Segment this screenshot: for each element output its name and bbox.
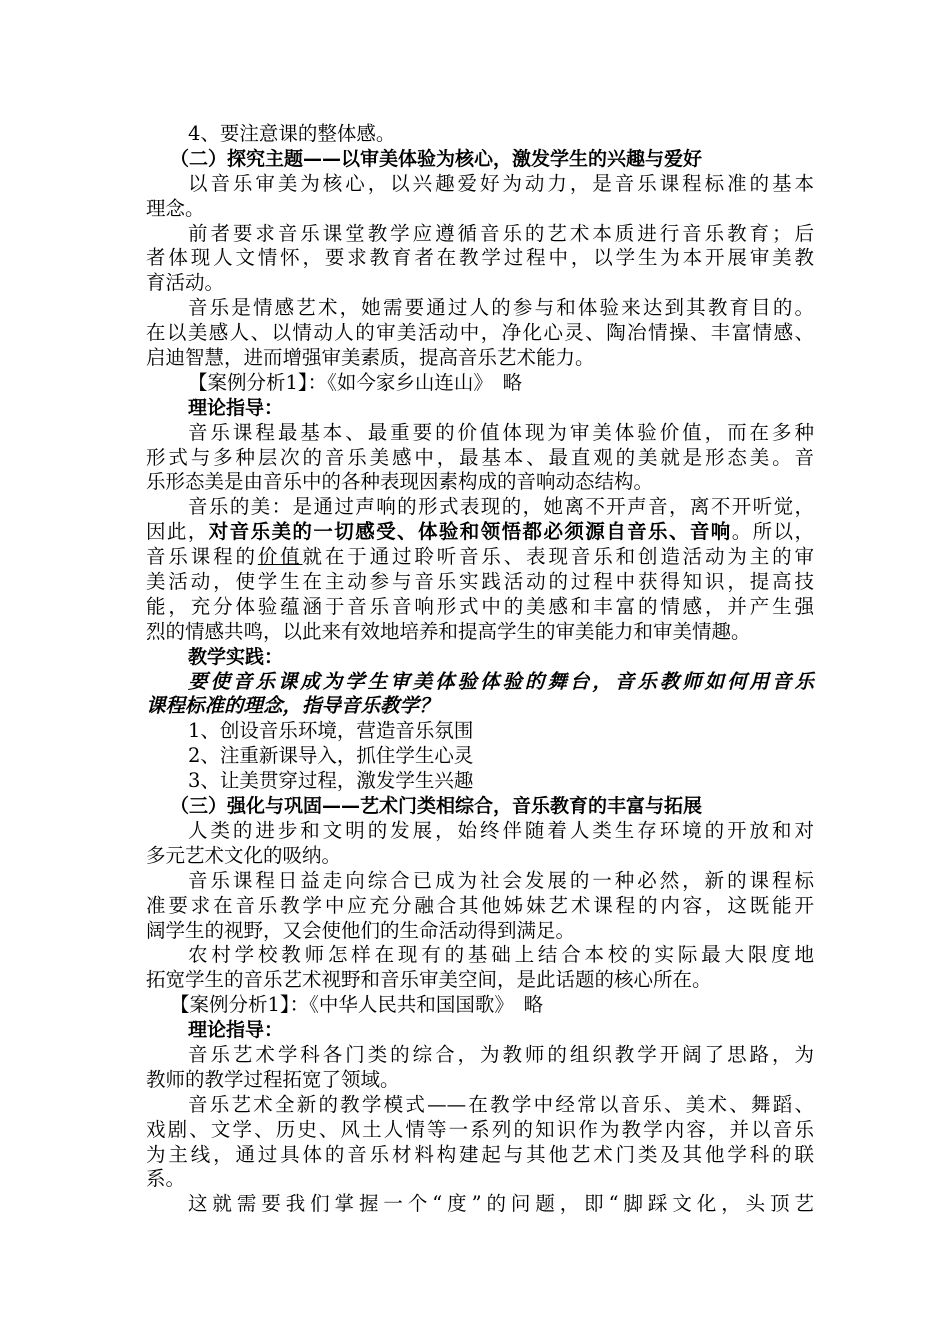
- subheading-theory: 理论指导：: [188, 396, 284, 419]
- paragraph-line: 农村学校教师怎样在现有的基础上结合本校的实际最大限度地: [188, 943, 814, 967]
- paragraph-line: 音乐是情感艺术，她需要通过人的参与和体验来达到其教育目的。: [188, 296, 814, 320]
- paragraph-line: 音乐课程日益走向综合已成为社会发展的一种必然，新的课程标: [188, 868, 814, 892]
- question-line: 要使音乐课成为学生审美体验体验的舞台，音乐教师如何用音乐: [188, 669, 814, 693]
- case-analysis-line: 【案例分析1】：《如今家乡山连山》 略: [188, 370, 523, 394]
- paragraph-line: 音乐艺术全新的教学模式——在教学中经常以音乐、美术、舞蹈、: [188, 1092, 814, 1116]
- underlined-text: 价值: [257, 545, 303, 569]
- paragraph-line: 音乐的美：是通过声响的形式表现的，她离不开声音，离不开听觉，: [188, 495, 814, 519]
- paragraph-line: 阔学生的视野，又会使他们的生命活动得到满足。: [146, 918, 576, 942]
- text-run: 因此，: [146, 520, 209, 544]
- paragraph-line: 形式与多种层次的音乐美感中，最基本、最直观的美就是形态美。音: [146, 445, 814, 469]
- question-line: 课程标准的理念，指导音乐教学？: [146, 694, 439, 718]
- list-item: 4、要注意课的整体感。: [188, 122, 396, 145]
- text-run: 就在于通过聆听音乐、表现音乐和创造活动为主的审: [302, 545, 814, 569]
- paragraph-line: 启迪智慧，进而增强审美素质，提高音乐艺术能力。: [146, 346, 595, 370]
- section-heading: （二）探究主题——以审美体验为核心，激发学生的兴趣与爱好: [170, 147, 703, 170]
- paragraph-line: 前者要求音乐课堂教学应遵循音乐的艺术本质进行音乐教育；后: [188, 221, 814, 245]
- text-run: 音乐课程的: [146, 545, 258, 569]
- paragraph-line: 者体现人文情怀，要求教育者在教学过程中，以学生为本开展审美教: [146, 246, 814, 270]
- paragraph-line: 能，充分体验蕴涵于音乐音响形式中的美感和丰富的情感，并产生强: [146, 594, 814, 618]
- paragraph-line: 准要求在音乐教学中应充分融合其他姊妹艺术课程的内容，这既能开: [146, 893, 814, 917]
- list-item: 2、注重新课导入，抓住学生心灵: [188, 744, 474, 768]
- text-run: 。所以，: [731, 520, 814, 544]
- list-item: 3、让美贯穿过程，激发学生兴趣: [188, 769, 474, 793]
- paragraph-line-mixed: [146, 545, 814, 570]
- paragraph-line: 音乐艺术学科各门类的综合，为教师的组织教学开阔了思路，为: [188, 1042, 814, 1066]
- paragraph-line: 人类的进步和文明的发展，始终伴随着人类生存环境的开放和对: [188, 818, 814, 842]
- paragraph-line: 美活动，使学生在主动参与音乐实践活动的过程中获得知识，提高技: [146, 570, 814, 594]
- paragraph-line: 教师的教学过程拓宽了领域。: [146, 1067, 400, 1091]
- paragraph-line: 以音乐审美为核心，以兴趣爱好为动力，是音乐课程标准的基本: [188, 171, 814, 195]
- paragraph-line: 系。: [146, 1167, 186, 1191]
- paragraph-line: 戏剧、文学、历史、风土人情等一系列的知识作为教学内容，并以音乐: [146, 1117, 814, 1141]
- paragraph-line: 理念。: [146, 196, 205, 220]
- paragraph-line: 拓宽学生的音乐艺术视野和音乐审美空间，是此话题的核心所在。: [146, 968, 712, 992]
- subheading-practice: 教学实践：: [188, 645, 284, 668]
- paragraph-line: 多元艺术文化的吸纳。: [146, 843, 342, 867]
- paragraph-line-mixed: [146, 520, 814, 545]
- paragraph-line: 为主线，通过具体的音乐材料构建起与其他艺术门类及其他学科的联: [146, 1142, 814, 1166]
- paragraph-line: 育活动。: [146, 271, 225, 295]
- case-analysis-line: 【案例分析1】：《中华人民共和国国歌》 略: [170, 993, 544, 1017]
- subheading-theory: 理论指导：: [188, 1019, 284, 1042]
- emphasis-text: 对音乐美的一切感受、体验和领悟都必须源自音乐、音响: [208, 520, 732, 544]
- paragraph-line: 音乐课程最基本、最重要的价值体现为审美体验价值，而在多种: [188, 420, 814, 444]
- section-heading: （三）强化与巩固——艺术门类相综合，音乐教育的丰富与拓展: [170, 795, 703, 818]
- paragraph-line: 在以美感人、以情动人的审美活动中，净化心灵、陶冶情操、丰富情感、: [146, 321, 814, 345]
- paragraph-line: 烈的情感共鸣，以此来有效地培养和提高学生的审美能力和审美情趣。: [146, 619, 751, 643]
- list-item: 1、创设音乐环境，营造音乐氛围: [188, 719, 474, 743]
- paragraph-line: 乐形态美是由音乐中的各种表现因素构成的音响动态结构。: [146, 470, 654, 494]
- paragraph-line: 这就需要我们掌握一个“度”的问题，即“脚踩文化，头顶艺: [188, 1192, 814, 1216]
